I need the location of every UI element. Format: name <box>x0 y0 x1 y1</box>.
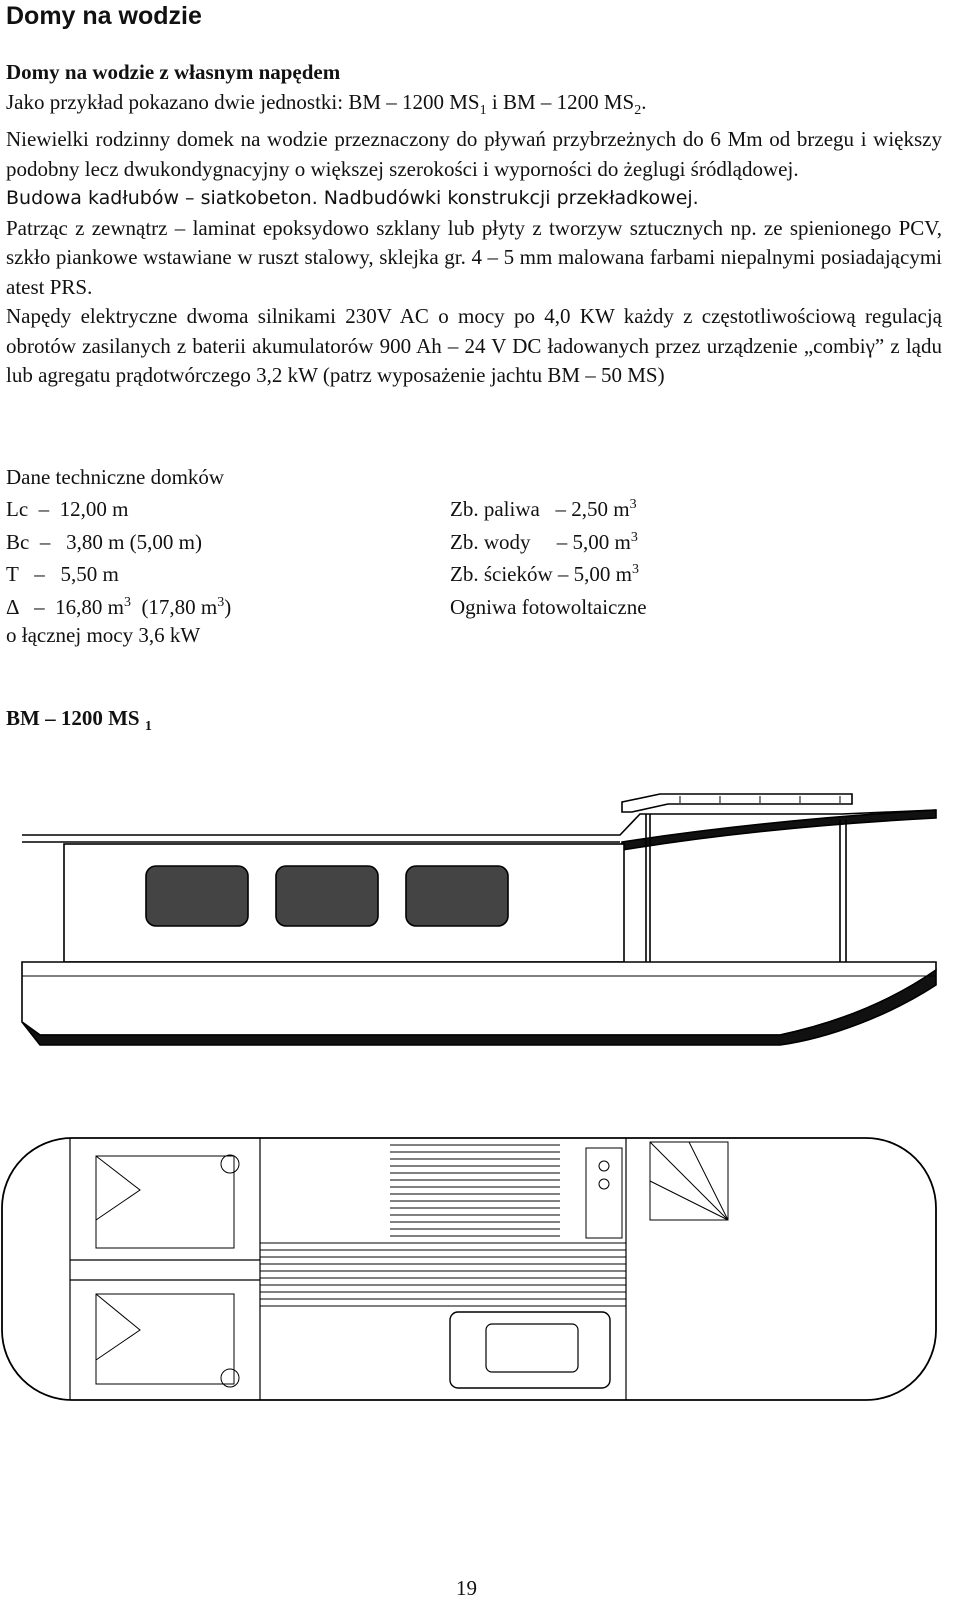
bed-bottom <box>96 1294 234 1384</box>
page-number: 19 <box>456 1576 477 1600</box>
tech-row-3 <box>6 562 639 587</box>
hull-outline <box>22 962 936 1035</box>
intro-sub2: 2 <box>634 102 642 118</box>
body-text <box>6 58 942 391</box>
deck-planking <box>260 1145 626 1306</box>
tech-solar: Ogniwa fotowoltaiczne <box>450 595 647 619</box>
model-label <box>6 706 152 735</box>
tech-delta-exp2: 3 <box>217 595 225 610</box>
tech-bc: Bc – 3,80 m (5,00 m) <box>6 530 202 554</box>
tech-fuel: Zb. paliwa – 2,50 m <box>450 497 630 521</box>
intro-suffix: . <box>641 89 647 114</box>
table <box>486 1324 578 1372</box>
tech-sewage: Zb. ścieków – 5,00 m <box>450 562 632 586</box>
bed-top <box>96 1156 234 1248</box>
toilet-top <box>221 1155 239 1173</box>
tech-row-1 <box>6 497 637 522</box>
tech-solar-power: o łącznej mocy 3,6 kW <box>6 623 201 647</box>
tech-sewage-exp: 3 <box>631 562 639 577</box>
tech-lc: Lc – 12,00 m <box>6 497 129 521</box>
spiral-stairs <box>650 1142 728 1220</box>
intro-mid: i BM – 1200 MS <box>486 89 635 114</box>
tech-sewage-wrap <box>450 562 639 587</box>
paragraph-description: Niewielki rodzinny domek na wodzie przeznaczony do pływań przybrzeżnych do 6 Mm od brzegu i większy podobny lecz dwukondygnacyjny o większej szerokości i wyporności do żeglugi śródlądowej. <box>6 127 942 181</box>
section-heading: Domy na wodzie z własnym napędem <box>6 60 341 84</box>
boat-drawings <box>0 790 960 1510</box>
tech-delta-exp1: 3 <box>123 595 131 610</box>
tech-fuel-exp: 3 <box>629 497 637 512</box>
intro-line <box>6 88 942 126</box>
tech-row-2 <box>6 530 638 555</box>
tech-water-exp: 3 <box>630 530 638 545</box>
tech-t: T – 5,50 m <box>6 562 119 586</box>
side-elevation-drawing <box>22 794 936 1045</box>
tech-water-wrap <box>450 530 638 555</box>
page-title: Domy na wodzie <box>6 2 202 30</box>
window-1 <box>146 866 248 926</box>
tech-delta-b: (17,80 m <box>130 595 218 619</box>
tech-delta-c: ) <box>224 595 232 619</box>
plan-view-drawing <box>2 1138 936 1400</box>
bow-sweep <box>622 810 936 850</box>
tech-fuel-wrap <box>450 497 637 522</box>
tech-heading: Dane techniczne domków <box>6 465 225 489</box>
intro-prefix: Jako przykład pokazano dwie jednostki: BM – 1200 MS <box>6 89 480 114</box>
tech-delta-a: Δ – 16,80 m <box>6 595 124 619</box>
model-sub: 1 <box>144 719 152 735</box>
paragraph-hull: Budowa kadłubów – siatkobeton. Nadbudówki konstrukcji przekładkowej. <box>6 187 699 210</box>
window-2 <box>276 866 378 926</box>
paragraph-exterior: Patrząc z zewnątrz – laminat epoksydowo szklany lub płyty z tworzyw sztucznych np. ze spienionego PCV, szkło piankowe wstawiane w ruszt stalowy, sklejka gr. 4 – 5 mm malowana farbami niepalnymi posiadającymi atest PRS. <box>6 215 942 299</box>
window-3 <box>406 866 508 926</box>
model-name: BM – 1200 MS <box>6 706 140 730</box>
plan-outline <box>2 1138 936 1400</box>
intro-sub1: 1 <box>479 102 487 118</box>
roof-outline <box>622 794 852 812</box>
tech-water: Zb. wody – 5,00 m <box>450 530 631 554</box>
tech-row-4 <box>6 595 647 620</box>
paragraph-drive: Napędy elektryczne dwoma silnikami 230V AC o mocy po 4,0 KW każdy z częstotliwościową regulacją obrotów zasilanych z baterii akumulatorów 900 Ah – 24 V DC ładowanych przez urządzenie „combiγ” z lądu lub agregatu prądotwórczego 3,2 kW (patrz wyposażenie jachtu BM – 50 MS) <box>6 304 942 388</box>
